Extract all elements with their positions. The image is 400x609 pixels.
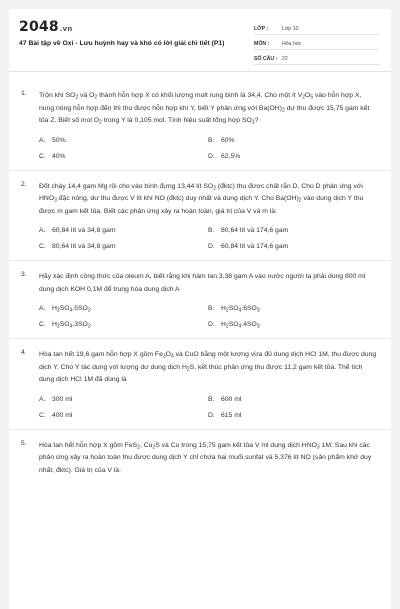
option-text: $H_2SO_4.5SO_3$ — [52, 305, 91, 314]
option-a[interactable]: A. 50%. — [39, 136, 68, 144]
meta-row-count — [254, 53, 379, 65]
option-text: 80,64 lít và 174,6 gam — [221, 227, 289, 234]
option-a[interactable]: A. $H_2SO_4.5SO_3$ — [39, 305, 91, 314]
question-number: 4. — [21, 349, 27, 356]
option-b[interactable]: B. 60% — [208, 136, 235, 144]
option-d[interactable]: D. 60,84 lít và 174,6 gam — [208, 243, 289, 250]
question-text: Đốt cháy 14,4 gam Mg rồi cho vào bình đựng 13,44 lít $SO_2$ (đktc) thu được chất rắn D. Cho D phản ứng với $HNO_3$ đặc nóng, dư thu được V lít khí NO (đktc) duy nhất và dung dịch Y. Cho $Ba(OH)_2$ vào dung dịch Y thu được m gam kết tủa. Biết các phản ứng xảy ra hoàn toàn, giá trị của V và m là: — [39, 182, 364, 215]
option-text: 50%. — [52, 136, 68, 144]
answer-options — [39, 305, 377, 338]
meta-value: Lớp 10 — [282, 25, 299, 32]
meta-label: LỚP : — [254, 25, 269, 32]
question-text: Trộn khí $SO_2$ và $O_2$ thành hỗn hợp X có khối lượng molt rung bình là 34,4. Cho một ít $V_2O_5$ vào hỗn hợp X, nung nóng hỗn hợp đến thì thu được hỗn hợp khí Y, biết Y phản ứng với $Ba(OH)_2$ dư thu được 15,75 gam kết tủa Z. Biết số mol $O_2$ trong Y là 0,105 mol. Tính hiệu suất tổng hợp $SO_3$? — [39, 92, 370, 126]
option-d[interactable]: D. 615 ml — [208, 411, 242, 419]
question-number: 1. — [21, 90, 27, 97]
option-text: $H_2SO_4.4SO_3$ — [221, 321, 260, 330]
question-2 — [9, 171, 391, 262]
meta-value: 22 — [282, 55, 288, 62]
question-text: Hòa tan hết 19,6 gam hỗn hợp X gồm $Fe_3O_4$ và CuO bằng một lượng vừa đủ dung dịch HCl 1M, thu được dung dịch Y. Cho Y tác dụng với lượng dư dung dịch $H_2S$, kết thúc phản ứng thu được 11,2 gam kết tủa. Thể tích dung dịch HCl 1M đã dùng là — [39, 351, 377, 383]
option-text: 300 ml — [52, 395, 73, 403]
page-header — [9, 9, 391, 72]
option-c[interactable]: C. 40% — [39, 152, 66, 160]
option-text: 615 ml — [221, 411, 242, 419]
page-title: 47 Bài tập về Oxi - Lưu huỳnh hay và khó có lời giải chi tiết (P1) — [19, 40, 225, 47]
meta-value: Hóa học — [282, 40, 302, 47]
option-text: 80,64 lít và 34,8 gam — [52, 243, 116, 250]
question-number: 5. — [21, 439, 27, 447]
answer-options — [39, 137, 377, 170]
document-page — [9, 9, 391, 609]
meta-label: MÔN : — [254, 40, 270, 47]
option-text: $H_2SO_4.3SO_3$ — [52, 321, 91, 330]
option-c[interactable]: C. 400 ml — [39, 411, 73, 419]
question-text: Hãy xác định công thức của oleum A, biết rằng khi hàm tan 3,38 gam A vào nước người ta phải dung 800 ml dung dịch KOH 0,1M để trung hòa dung dịch A — [39, 273, 366, 293]
option-a[interactable]: A. 300 ml — [39, 395, 73, 403]
meta-label: SỐ CÂU : — [254, 55, 278, 62]
option-b[interactable]: B. 600 ml — [208, 395, 242, 403]
meta-row-subject — [254, 38, 379, 50]
site-logo[interactable] — [19, 19, 73, 35]
question-list — [9, 72, 391, 477]
question-4 — [9, 339, 391, 430]
option-text: 60% — [221, 136, 235, 144]
question-5 — [9, 430, 391, 478]
option-text: $H_2SO_4.6SO_3$ — [221, 305, 260, 314]
option-text: 62,5% — [221, 152, 241, 160]
question-number: 2. — [21, 180, 27, 188]
option-b[interactable]: B. 80,64 lít và 174,6 gam — [208, 227, 289, 234]
option-c[interactable]: C. $H_2SO_4.3SO_3$ — [39, 321, 91, 330]
option-b[interactable]: B. $H_2SO_4.6SO_3$ — [208, 305, 260, 314]
option-text: 60,84 lít và 34,8 gam — [52, 227, 116, 234]
option-text: 600 ml — [221, 395, 242, 403]
logo-suffix: .vn — [59, 25, 73, 33]
answer-options — [39, 396, 377, 429]
option-d[interactable]: D. 62,5% — [208, 152, 241, 160]
question-1 — [9, 72, 391, 171]
option-d[interactable]: D. $H_2SO_4.4SO_3$ — [208, 321, 260, 330]
answer-options — [39, 227, 377, 260]
option-text: 400 ml — [52, 411, 73, 419]
option-text: 40% — [52, 152, 66, 160]
meta-row-class — [254, 23, 379, 35]
question-text: Hòa tan hết hỗn hợp X gồm FeS$_2$, $Cu_2S$ và Cu trong 15,75 gam kết tủa V ml dung dịch $HNO_3$ 1M. Sau khi các phản ứng xảy ra hoàn toàn thu được dung dịch Y chỉ chứa hai muối sunfat và 5,376 lít NO (sản phẩm khử duy nhất, đktc). Giá trị của V là: — [39, 441, 372, 474]
option-a[interactable]: A. 60,84 lít và 34,8 gam — [39, 227, 116, 234]
logo-text: 2048 — [19, 19, 59, 35]
meta-info — [254, 23, 379, 68]
option-text: 60,84 lít và 174,6 gam — [221, 243, 289, 250]
option-c[interactable]: C. 80,64 lít và 34,8 gam — [39, 243, 116, 250]
question-3 — [9, 261, 391, 339]
question-number: 3. — [21, 271, 27, 278]
